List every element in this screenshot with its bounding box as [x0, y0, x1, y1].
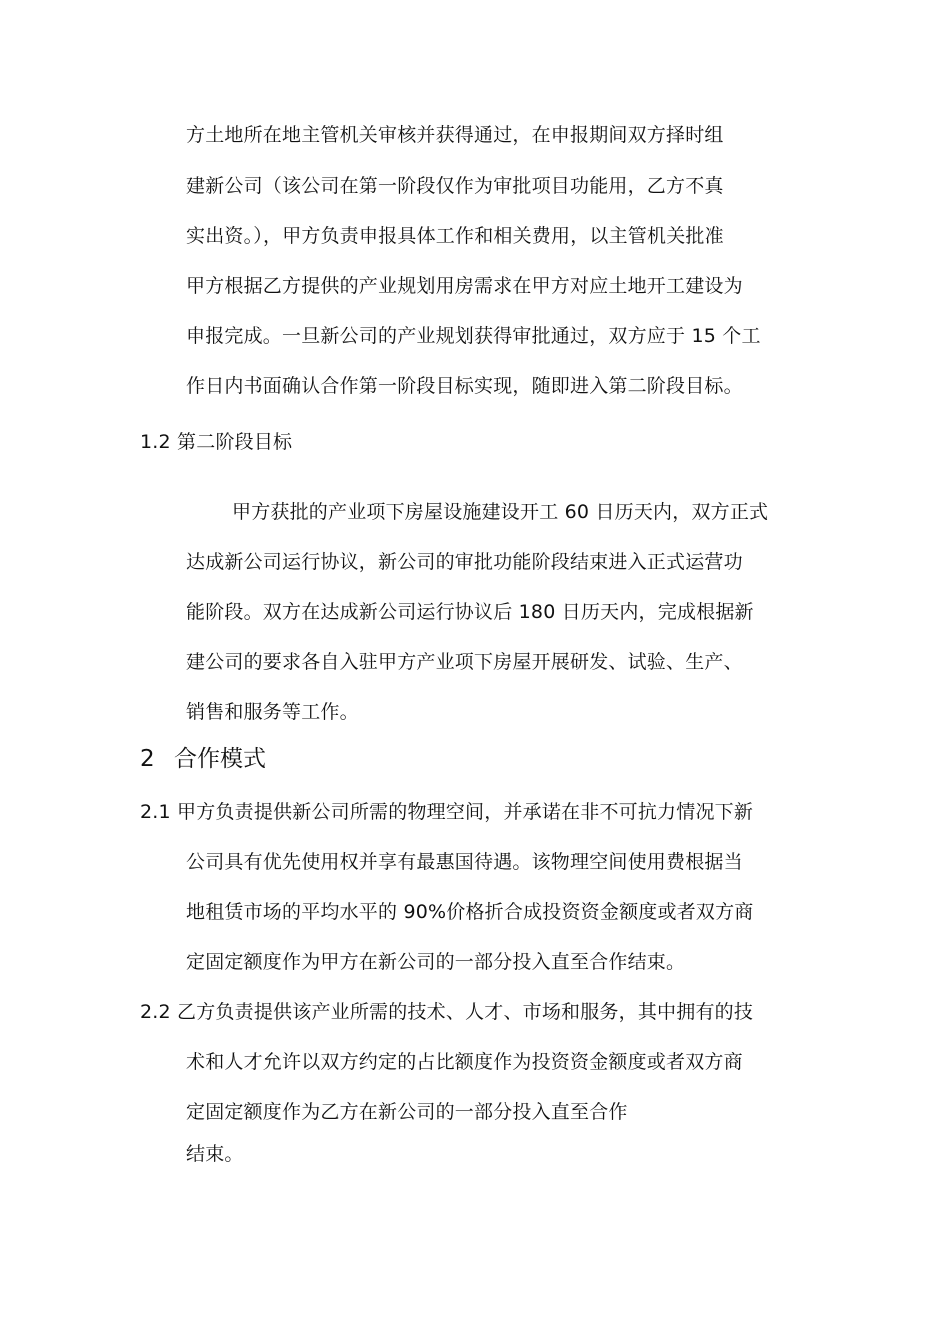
paragraph-line: 申报完成。一旦新公司的产业规划获得审批通过，双方应于 15 个工	[186, 325, 761, 347]
clause-line: 术和人才允许以双方约定的占比额度作为投资资金额度或者双方商	[186, 1051, 743, 1073]
subsection-heading: 1.2 第二阶段目标	[140, 431, 293, 453]
clause-line: 2.2 乙方负责提供该产业所需的技术、人才、市场和服务，其中拥有的技	[140, 1001, 754, 1023]
clause-line: 结束。	[186, 1143, 244, 1165]
clause-line: 地租赁市场的平均水平的 90%价格折合成投资资金额度或者双方商	[186, 901, 754, 923]
paragraph-line: 销售和服务等工作。	[186, 701, 359, 723]
paragraph-line: 能阶段。双方在达成新公司运行协议后 180 日历天内，完成根据新	[186, 601, 754, 623]
paragraph-line: 建新公司（该公司在第一阶段仅作为审批项目功能用，乙方不真	[186, 175, 724, 197]
paragraph-line: 达成新公司运行协议，新公司的审批功能阶段结束进入正式运营功	[186, 551, 743, 573]
paragraph-line: 甲方获批的产业项下房屋设施建设开工 60 日历天内，双方正式	[232, 501, 769, 523]
paragraph-line: 作日内书面确认合作第一阶段目标实现，随即进入第二阶段目标。	[186, 375, 743, 397]
clause-line: 定固定额度作为乙方在新公司的一部分投入直至合作	[186, 1101, 628, 1123]
clause-line: 公司具有优先使用权并享有最惠国待遇。该物理空间使用费根据当	[186, 851, 743, 873]
section-title: 合作模式	[174, 746, 266, 772]
paragraph-line: 方土地所在地主管机关审核并获得通过，在申报期间双方择时组	[186, 124, 724, 146]
clause-line: 定固定额度作为甲方在新公司的一部分投入直至合作结束。	[186, 951, 686, 973]
section-number: 2	[140, 746, 155, 772]
section-heading	[140, 745, 266, 773]
clause-line: 2.1 甲方负责提供新公司所需的物理空间，并承诺在非不可抗力情况下新	[140, 801, 754, 823]
paragraph-line: 建公司的要求各自入驻甲方产业项下房屋开展研发、试验、生产、	[186, 651, 743, 673]
paragraph-line: 实出资。），甲方负责申报具体工作和相关费用，以主管机关批准	[186, 225, 724, 247]
paragraph-line: 甲方根据乙方提供的产业规划用房需求在甲方对应土地开工建设为	[186, 275, 743, 297]
